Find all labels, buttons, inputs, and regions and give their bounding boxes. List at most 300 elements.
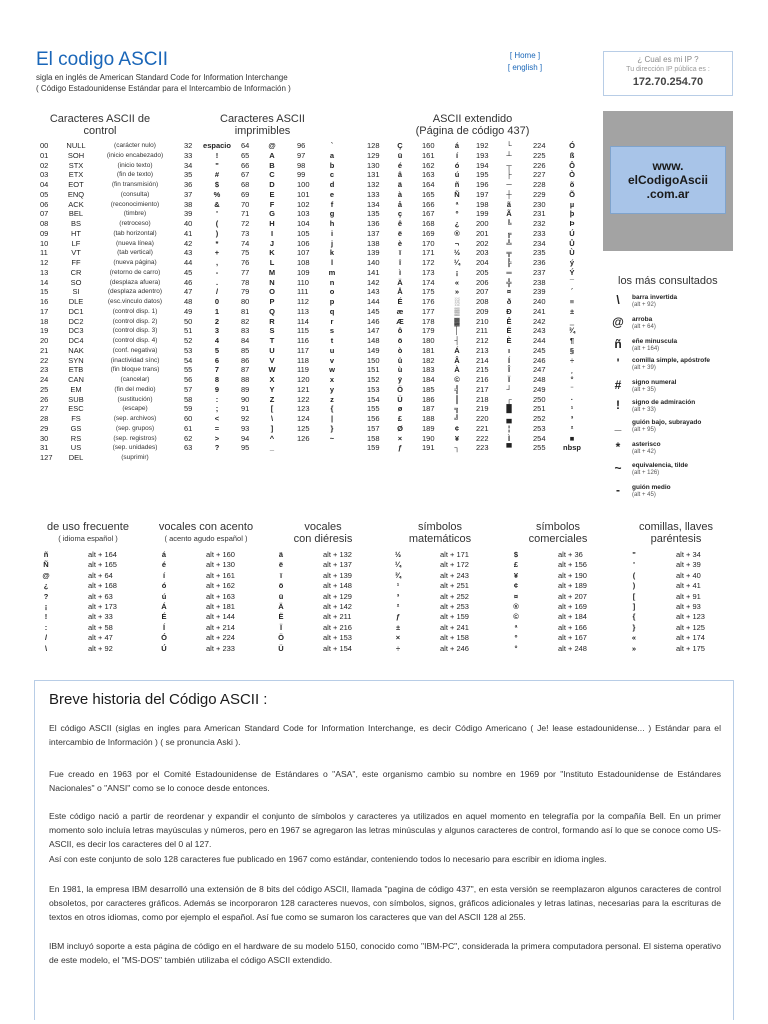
most-consulted-item[interactable]: [612, 315, 732, 339]
extended-code: 145: [367, 306, 380, 316]
extended-char: Ð: [506, 306, 512, 316]
extended-code: 151: [367, 365, 380, 375]
printable-code: 32: [184, 141, 193, 150]
printable-char: ): [215, 228, 219, 238]
printable-code: 49: [184, 306, 193, 316]
extended-char: ±: [569, 306, 575, 316]
printable-code: 65: [241, 150, 250, 160]
control-row: [0, 453, 190, 463]
printable-code: 116: [297, 336, 309, 345]
shortcut-char: é: [161, 560, 167, 570]
extended-char: ¯: [569, 277, 575, 287]
extended-row: [0, 287, 600, 297]
extended-code: 160: [422, 141, 435, 150]
home-link[interactable]: Home: [514, 51, 536, 60]
printable-char: <: [214, 414, 220, 423]
extended-code: 129: [367, 150, 380, 160]
control-description: (tab vertical): [117, 249, 153, 257]
history-paragraph-2: Fue creado en 1963 por el Comité Estadounidense de Estándares o "ASA", este organismo cambio su nombre en 1969 por "Instituto Estadounidense de Estándares Nacionales" o "ANSI" como se lo conoce desde entonces.: [49, 769, 721, 793]
printable-code: 53: [184, 345, 193, 355]
control-code: 21: [40, 345, 49, 355]
printable-code: 84: [241, 336, 250, 345]
shortcut-char: ó: [161, 581, 167, 591]
shortcut-char: ü: [278, 591, 284, 601]
shortcut-char: ×: [395, 633, 401, 643]
printable-char: =: [214, 423, 220, 433]
extended-char: ı: [507, 345, 511, 355]
most-consulted-title: los más consultados: [618, 275, 718, 287]
extended-code: 248: [533, 375, 546, 384]
shortcut-group-title: de uso frecuente: [47, 521, 129, 533]
extended-code: 219: [476, 404, 489, 414]
extended-char: Û: [569, 238, 575, 248]
printable-char: &: [214, 199, 220, 209]
extended-code: 156: [367, 414, 380, 423]
shortcut-char: ²: [396, 602, 400, 611]
extended-code: 193: [476, 150, 489, 160]
extended-row: [0, 346, 600, 356]
most-consulted-item[interactable]: [612, 461, 732, 485]
extended-code: 197: [476, 189, 489, 199]
extended-code: 194: [476, 160, 489, 170]
shortcut-char: Ï: [279, 622, 283, 632]
printable-code: 40: [184, 219, 193, 228]
extended-char: º: [455, 209, 459, 219]
shortcut-alt-code: alt + 174: [676, 633, 705, 643]
extended-char: ≡: [569, 297, 575, 306]
most-consulted-label: guión bajo, subrayado: [632, 419, 702, 426]
shortcut-alt-code: alt + 158: [440, 633, 469, 643]
extended-code: 195: [476, 170, 489, 180]
control-abbrev: HT: [71, 228, 81, 238]
extended-row: [0, 229, 600, 239]
extended-char: Ç: [397, 141, 403, 150]
printable-code: 73: [241, 228, 250, 238]
printable-char: J: [269, 238, 275, 248]
extended-code: 128: [367, 141, 380, 150]
extended-char: ╬: [506, 277, 512, 287]
extended-char: È: [506, 336, 512, 345]
extended-char: ¶: [569, 336, 575, 345]
english-link-wrap: [ english ]: [507, 63, 543, 72]
extended-row: [0, 356, 600, 366]
control-description: (sep. archivos): [113, 415, 157, 422]
extended-char: ·: [570, 394, 574, 404]
extended-code: 201: [476, 228, 489, 238]
printable-code: 107: [297, 248, 310, 258]
extended-char: á: [454, 141, 460, 150]
extended-char: ×: [397, 433, 403, 443]
extended-char: í: [455, 150, 459, 160]
printable-code: 95: [241, 443, 250, 453]
extended-code: 159: [367, 443, 380, 453]
control-description: (fin del medio): [114, 385, 156, 393]
extended-char: Ó: [569, 141, 575, 150]
shortcut-group-subtitle: matemáticos: [408, 533, 472, 545]
shortcut-alt-code: alt + 252: [440, 591, 469, 601]
control-code: 28: [40, 414, 49, 423]
shortcut-alt-code: alt + 184: [558, 612, 587, 622]
control-code: 10: [40, 238, 49, 248]
extended-code: 131: [367, 170, 380, 180]
extended-code: 153: [367, 384, 380, 394]
printable-code: 114: [297, 316, 309, 326]
printable-char: b: [329, 160, 335, 170]
extended-code: 161: [422, 150, 435, 160]
printable-char: q: [329, 306, 335, 316]
printable-code: 38: [184, 199, 193, 209]
printable-char: g: [329, 209, 335, 219]
shortcut-alt-code: alt + 189: [558, 581, 587, 591]
printable-char: R: [269, 316, 275, 326]
extended-code: 190: [422, 433, 435, 443]
printable-char: {: [330, 404, 334, 414]
control-abbrev: EOT: [68, 180, 84, 189]
extended-char: ¨: [570, 384, 574, 394]
shortcut-alt-code: alt + 64: [88, 570, 113, 580]
extended-char: Ü: [397, 394, 403, 404]
printable-code: 51: [184, 326, 193, 336]
shortcut-alt-code: alt + 154: [323, 643, 352, 653]
extended-char: ƒ: [397, 443, 403, 453]
printable-char: 7: [214, 365, 220, 375]
printable-code: 82: [241, 316, 250, 326]
printable-char: w: [329, 365, 335, 375]
extended-char: ▓: [454, 316, 460, 326]
printable-char: Y: [269, 384, 275, 394]
most-consulted-label: asterisco: [632, 441, 661, 448]
control-abbrev: DC4: [68, 336, 84, 345]
extended-row: [0, 209, 600, 219]
shortcut-alt-code: alt + 58: [88, 622, 113, 632]
printable-code: 100: [297, 180, 310, 189]
extended-code: 166: [422, 199, 435, 209]
control-header: Caracteres ASCII de control: [49, 113, 151, 137]
shortcut-char: Ú: [161, 643, 167, 653]
control-abbrev: SOH: [67, 150, 85, 160]
extended-char: ø: [397, 404, 403, 414]
ip-question: ¿ Cual es mi IP ?: [637, 55, 699, 64]
extended-char: Ö: [397, 384, 403, 394]
control-description: (sep. grupos): [115, 424, 155, 432]
printable-code: 41: [184, 228, 193, 238]
extended-code: 233: [533, 228, 546, 238]
extended-code: 163: [422, 170, 435, 180]
extended-char: ç: [397, 209, 403, 219]
shortcut-alt-code: alt + 36: [558, 550, 583, 559]
control-description: (control disp. 2): [112, 317, 158, 325]
extended-code: 178: [422, 316, 435, 326]
shortcut-alt-code: alt + 142: [323, 602, 352, 611]
extended-char: à: [397, 189, 403, 199]
printable-code: 58: [184, 394, 193, 404]
shortcut-alt-code: alt + 243: [440, 570, 469, 580]
shortcut-char: ë: [278, 560, 284, 570]
extended-char: ¿: [454, 219, 460, 228]
extended-char: °: [570, 375, 574, 384]
shortcut-char: É: [161, 612, 167, 622]
printable-code: 47: [184, 287, 193, 297]
shortcut-alt-code: alt + 148: [323, 581, 352, 591]
control-description: (nueva página): [113, 259, 157, 266]
printable-char: N: [269, 277, 275, 287]
extended-row: [0, 434, 600, 444]
extended-code: 211: [476, 326, 488, 336]
extended-row: [0, 326, 600, 336]
shortcut-char: ?: [43, 591, 49, 601]
most-consulted-item[interactable]: [612, 293, 732, 317]
shortcut-alt-code: alt + 33: [88, 612, 113, 622]
printable-char: \: [270, 414, 274, 423]
extended-row: [0, 375, 600, 385]
shortcut-alt-code: alt + 162: [206, 581, 235, 591]
extended-char: Þ: [569, 219, 575, 228]
printable-code: 123: [297, 404, 310, 414]
printable-code: 117: [297, 345, 309, 355]
most-consulted-symbol: !: [616, 398, 620, 412]
extended-code: 152: [367, 375, 380, 384]
extended-code: 206: [476, 277, 489, 287]
shortcut-alt-code: alt + 40: [676, 570, 701, 580]
most-consulted-label: eñe minuscula: [632, 338, 678, 345]
printable-code: 56: [184, 375, 193, 384]
extended-code: 173: [422, 267, 435, 277]
control-abbrev: NULL: [66, 141, 86, 150]
printable-code: 35: [184, 170, 193, 180]
extended-char: ▒: [454, 306, 460, 316]
extended-code: 241: [533, 306, 546, 316]
extended-code: 162: [422, 160, 435, 170]
control-abbrev: NAK: [68, 345, 84, 355]
printable-code: 87: [241, 365, 250, 375]
extended-char: ú: [454, 170, 460, 180]
extended-code: 228: [533, 180, 546, 189]
shortcut-alt-code: alt + 125: [676, 622, 705, 632]
extended-code: 169: [422, 228, 435, 238]
printable-char: z: [330, 394, 334, 404]
extended-char: Å: [397, 287, 403, 297]
extended-code: 221: [476, 423, 489, 433]
printable-char: c: [329, 170, 335, 180]
extended-code: 186: [422, 394, 435, 404]
shortcut-char: \: [44, 643, 48, 653]
printable-char: M: [268, 267, 276, 277]
printable-char: r: [330, 316, 334, 326]
shortcut-row: [0, 581, 768, 591]
extended-row: [0, 151, 600, 161]
most-consulted-code: (alt + 35): [632, 387, 656, 393]
printable-char: A: [269, 150, 275, 160]
control-code: 00: [40, 141, 49, 150]
extended-char: ┴: [506, 150, 512, 160]
printable-char: U: [269, 345, 275, 355]
extended-char: Ã: [506, 209, 512, 219]
printable-char: ": [215, 160, 219, 170]
extended-code: 210: [476, 316, 489, 326]
most-consulted-item[interactable]: [612, 418, 732, 442]
printable-char: F: [269, 199, 275, 209]
history-paragraph-3: Este código nació a partir de reordenar y expandir el conjunto de símbolos y caracteres ya utilizados en aquel momento en telegrafía por la compañía Bell. En un primer momento solo incluía letras mayúsculas y números, pero en 1967 se agregaron las letras minúsculas y algunos caracteres de control, formando así lo que se conoce como US-ASCII, es decir los caracteres del 0 al 127.: [49, 811, 721, 849]
extended-code: 149: [367, 345, 380, 355]
control-description: (conf. negativa): [112, 346, 158, 354]
extended-code: 133: [367, 189, 380, 199]
shortcut-char: ¹: [396, 581, 400, 591]
control-code: 05: [40, 189, 49, 199]
most-consulted-symbol: -: [616, 483, 620, 497]
most-consulted-label: equivalencia, tilde: [632, 462, 688, 469]
printable-code: 79: [241, 287, 250, 297]
printable-code: 34: [184, 160, 193, 170]
control-code: 19: [40, 326, 49, 336]
extended-code: 172: [422, 258, 435, 267]
printable-char: D: [269, 180, 275, 189]
shortcut-row: [0, 592, 768, 602]
shortcut-alt-code: alt + 93: [676, 602, 701, 611]
extended-char: ©: [454, 375, 460, 384]
most-consulted-label: signo numeral: [632, 379, 677, 386]
printable-char: C: [269, 170, 275, 180]
shortcut-alt-code: alt + 41: [676, 581, 701, 591]
most-consulted-code: (alt + 42): [632, 449, 656, 455]
most-consulted-label: comilla simple, apóstrofe: [632, 357, 711, 364]
control-description: (consulta): [120, 190, 150, 198]
shortcut-row: [0, 612, 768, 622]
most-consulted-item[interactable]: [612, 483, 732, 507]
extended-row: [0, 141, 600, 151]
printable-code: 89: [241, 384, 250, 394]
control-code: 13: [40, 267, 49, 277]
shortcut-char: £: [513, 560, 519, 570]
extended-row: [0, 365, 600, 375]
printable-code: 33: [184, 150, 193, 160]
control-code: 20: [40, 336, 49, 345]
extended-char: Ø: [397, 423, 403, 433]
extended-char: é: [397, 160, 403, 170]
shortcut-alt-code: alt + 168: [88, 581, 117, 591]
extended-char: ¾: [568, 326, 576, 336]
shortcut-char: ±: [395, 622, 401, 632]
extended-code: 183: [422, 365, 435, 375]
printable-char: ]: [270, 423, 274, 433]
most-consulted-item[interactable]: [612, 356, 732, 380]
control-abbrev: BS: [70, 219, 81, 228]
shortcut-alt-code: alt + 161: [206, 570, 235, 580]
extended-row: [0, 424, 600, 434]
shortcut-alt-code: alt + 144: [206, 612, 235, 622]
printable-char: 5: [214, 345, 220, 355]
extended-char: ð: [506, 297, 512, 306]
extended-code: 198: [476, 199, 489, 209]
shortcut-alt-code: alt + 130: [206, 560, 235, 570]
shortcut-alt-code: alt + 153: [323, 633, 352, 643]
extended-char: µ: [569, 199, 575, 209]
extended-char: Ú: [569, 228, 575, 238]
printable-char: e: [329, 189, 335, 199]
control-abbrev: SYN: [68, 355, 84, 365]
printable-char: i: [330, 228, 334, 238]
control-abbrev: FS: [71, 414, 81, 423]
site-banner[interactable]: [603, 111, 733, 251]
control-code: 06: [40, 199, 49, 209]
extended-char: æ: [396, 306, 404, 316]
printable-code: 97: [297, 150, 306, 160]
shortcut-alt-code: alt + 92: [88, 643, 113, 653]
extended-code: 254: [533, 433, 546, 443]
control-description: (retroceso): [119, 220, 151, 227]
extended-code: 245: [533, 345, 546, 355]
extended-char: ╔: [506, 228, 512, 238]
most-consulted-code: (alt + 92): [632, 302, 656, 308]
shortcut-alt-code: alt + 47: [88, 633, 113, 643]
control-code: 01: [40, 150, 49, 160]
english-link[interactable]: english: [512, 63, 538, 72]
printable-char: ?: [214, 443, 220, 453]
shortcut-char: ¼: [394, 560, 402, 570]
control-description: (retorno de carro): [109, 268, 161, 276]
control-description: (sep. registros): [113, 434, 157, 442]
shortcut-alt-code: alt + 173: [88, 602, 117, 611]
control-description: (inicio encabezado): [106, 151, 164, 159]
extended-char: £: [397, 414, 403, 423]
history-paragraph-1: El código ASCII (siglas en ingles para American Standard Code for Information Interchange, es decir Código Americano ( Je! lease estadounidense... ) Estándar para el intercambio de Información ) ( se pronuncia Aski ).: [49, 723, 721, 747]
extended-code: 191: [422, 443, 435, 453]
control-description: (tab horizontal): [113, 229, 157, 237]
control-description: (sep. unidades): [112, 444, 158, 452]
extended-char: ╗: [454, 404, 460, 414]
printable-char: j: [330, 238, 334, 248]
extended-code: 222: [476, 433, 489, 443]
shortcut-alt-code: alt + 251: [440, 581, 469, 591]
control-abbrev: ACK: [68, 199, 84, 209]
control-abbrev: DC1: [68, 306, 84, 316]
history-title: Breve historia del Código ASCII :: [49, 691, 268, 708]
control-abbrev: SUB: [68, 394, 84, 404]
extended-char: Á: [454, 345, 460, 355]
printable-char: o: [329, 287, 335, 297]
extended-row: [0, 317, 600, 327]
control-code: 08: [40, 219, 49, 228]
shortcut-alt-code: alt + 181: [206, 602, 235, 611]
printable-char: ~: [329, 433, 335, 443]
printable-char: p: [329, 297, 335, 306]
extended-char: ¡: [455, 267, 459, 277]
printable-char: Q: [269, 306, 275, 316]
extended-char: ▀: [506, 443, 512, 453]
printable-code: 44: [184, 258, 193, 267]
most-consulted-symbol: @: [612, 315, 624, 329]
extended-code: 239: [533, 287, 546, 297]
extended-char: ▄: [506, 414, 512, 423]
printable-char: I: [270, 228, 274, 238]
extended-code: 235: [533, 248, 546, 258]
printable-code: 57: [184, 384, 193, 394]
extended-code: 142: [367, 277, 380, 287]
most-consulted-symbol: ': [616, 356, 620, 370]
shortcut-char: Ë: [278, 612, 284, 622]
extended-code: 188: [422, 414, 435, 423]
extended-char: Ê: [506, 316, 512, 326]
shortcut-alt-code: alt + 171: [440, 550, 469, 559]
shortcut-row: [0, 602, 768, 612]
printable-char: 9: [214, 384, 220, 394]
control-description: (fin de texto): [116, 171, 154, 179]
shortcut-char: ª: [514, 622, 518, 632]
printable-code: 50: [184, 316, 193, 326]
shortcut-char: ¥: [513, 570, 519, 580]
banner-line-3: .com.ar: [646, 187, 690, 201]
extended-code: 232: [533, 219, 546, 228]
printable-code: 76: [241, 258, 250, 267]
